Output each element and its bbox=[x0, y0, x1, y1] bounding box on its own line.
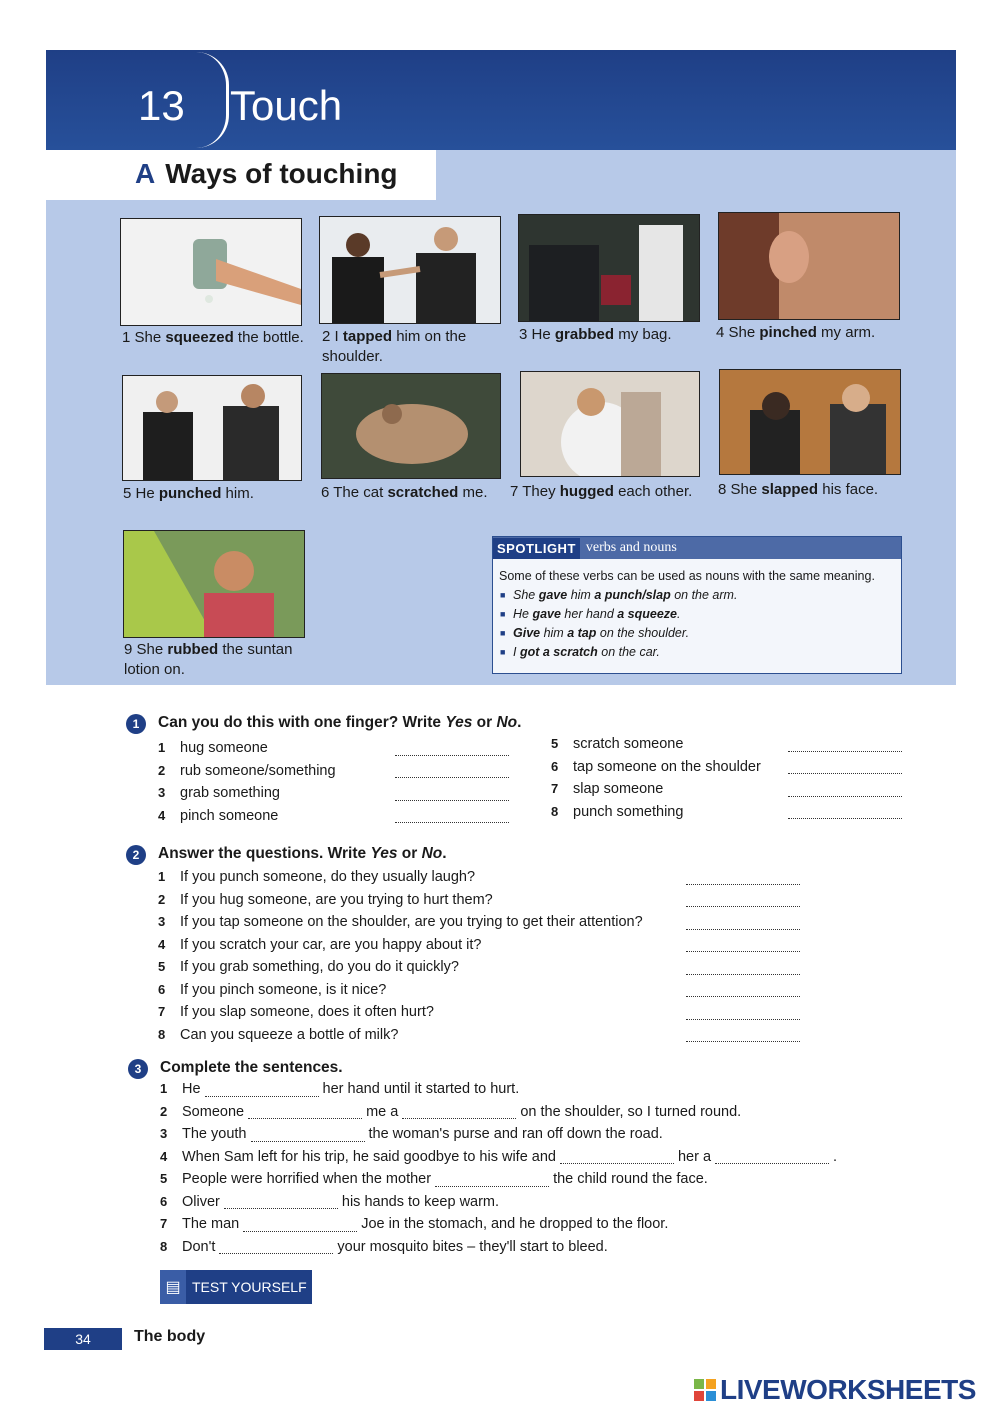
answer-field-1-8[interactable] bbox=[788, 804, 902, 819]
answer-field-2-6[interactable] bbox=[686, 982, 800, 997]
answer-field-1-7[interactable] bbox=[788, 782, 902, 797]
exercise-1-left-list bbox=[158, 737, 518, 827]
answer-field-1-4[interactable] bbox=[395, 808, 509, 823]
answer-field-2-1[interactable] bbox=[686, 870, 800, 885]
answer-field-1-3[interactable] bbox=[395, 786, 509, 801]
exercise-2-list bbox=[158, 866, 818, 1046]
gap-field-3-3a[interactable] bbox=[251, 1127, 365, 1142]
photo-grab bbox=[518, 214, 700, 322]
gap-field-3-5a[interactable] bbox=[435, 1172, 549, 1187]
photo-scratch bbox=[321, 373, 501, 479]
spotlight-example: ■ I got a scratch on the car. bbox=[513, 643, 895, 662]
caption-2: 2 I tapped him on the shoulder. bbox=[322, 328, 467, 365]
photo-tap bbox=[319, 216, 501, 324]
gap-field-3-7a[interactable] bbox=[243, 1217, 357, 1232]
answer-field-1-5[interactable] bbox=[788, 737, 902, 752]
list-item: 3 If you tap someone on the shoulder, are you trying to get their attention? bbox=[158, 911, 818, 934]
photo-pinch bbox=[718, 212, 900, 320]
gap-field-3-4a[interactable] bbox=[560, 1149, 674, 1164]
list-item: 7 The man Joe in the stomach, and he dropped to the floor. bbox=[160, 1216, 669, 1232]
liveworksheets-logo-text: LIVEWORKSHEETS bbox=[720, 1374, 976, 1405]
exercise-3-heading: Complete the sentences. bbox=[160, 1059, 343, 1076]
list-item: 6 tap someone on the shoulder bbox=[551, 756, 911, 779]
test-yourself-label: TEST YOURSELF bbox=[192, 1279, 307, 1295]
caption-9: 9 She rubbed the suntan lotion on. bbox=[124, 641, 293, 678]
list-item: 7 If you slap someone, does it often hurt? bbox=[158, 1001, 818, 1024]
exercise-1-heading: Can you do this with one finger? Write Yes or No. bbox=[158, 714, 522, 731]
answer-field-2-8[interactable] bbox=[686, 1027, 800, 1042]
spotlight-header bbox=[493, 537, 901, 559]
list-item: 5 scratch someone bbox=[551, 733, 911, 756]
list-item: 8 Don't your mosquito bites – they'll start to bleed. bbox=[160, 1238, 608, 1255]
spotlight-example: ■ She gave him a punch/slap on the arm. bbox=[513, 586, 895, 605]
list-item: 4 If you scratch your car, are you happy about it? bbox=[158, 934, 818, 957]
caption-6: 6 The cat scratched me. bbox=[321, 484, 488, 501]
caption-1: 1 She squeezed the bottle. bbox=[122, 329, 304, 346]
list-item: 5 If you grab something, do you do it quickly? bbox=[158, 956, 818, 979]
list-item: 3 The youth the woman's purse and ran off down the road. bbox=[160, 1126, 663, 1142]
answer-field-1-1[interactable] bbox=[395, 741, 509, 756]
gap-field-3-2a[interactable] bbox=[248, 1104, 362, 1119]
caption-7: 7 They hugged each other. bbox=[510, 483, 693, 500]
caption-3: 3 He grabbed my bag. bbox=[519, 326, 672, 343]
section-letter: A bbox=[135, 158, 156, 189]
list-item: 1 He her hand until it started to hurt. bbox=[160, 1081, 520, 1097]
photo-hug bbox=[520, 371, 700, 477]
list-item: 4 When Sam left for his trip, he said goodbye to his wife and her a . bbox=[160, 1148, 838, 1165]
exercise-1-number: 1 bbox=[126, 714, 146, 734]
page-number: 34 bbox=[44, 1328, 122, 1350]
spotlight-example: ■ He gave her hand a squeeze. bbox=[513, 605, 895, 624]
gap-field-3-8a[interactable] bbox=[219, 1239, 333, 1254]
list-item: 5 People were horrified when the mother the child round the face. bbox=[160, 1171, 708, 1187]
exercise-3-list bbox=[160, 1078, 920, 1258]
exercise-1-right-list bbox=[551, 733, 911, 823]
list-item: 3 grab something bbox=[158, 782, 518, 805]
page-section-label: The body bbox=[134, 1328, 206, 1345]
photo-slap bbox=[719, 369, 901, 475]
list-item: 1 hug someone bbox=[158, 737, 518, 760]
caption-8: 8 She slapped his face. bbox=[718, 481, 879, 498]
unit-number: 13 bbox=[138, 82, 185, 129]
photo-rub bbox=[123, 530, 305, 638]
unit-title: Touch bbox=[230, 82, 343, 129]
list-item: 4 pinch someone bbox=[158, 805, 518, 828]
list-item: 8 punch something bbox=[551, 801, 911, 824]
list-item: 6 Oliver his hands to keep warm. bbox=[160, 1193, 500, 1210]
answer-field-1-2[interactable] bbox=[395, 763, 509, 778]
list-item: 1 If you punch someone, do they usually laugh? bbox=[158, 866, 818, 889]
answer-field-2-5[interactable] bbox=[686, 960, 800, 975]
answer-field-2-2[interactable] bbox=[686, 892, 800, 907]
answer-field-2-7[interactable] bbox=[686, 1005, 800, 1020]
list-item: 2 If you hug someone, are you trying to hurt them? bbox=[158, 889, 818, 912]
exercise-3-number: 3 bbox=[128, 1059, 148, 1079]
spotlight-box bbox=[492, 536, 902, 674]
list-item: 2 rub someone/something bbox=[158, 760, 518, 783]
answer-field-1-6[interactable] bbox=[788, 759, 902, 774]
spotlight-subtitle: verbs and nouns bbox=[585, 540, 677, 555]
gap-field-3-2b[interactable] bbox=[402, 1104, 516, 1119]
answer-field-2-4[interactable] bbox=[686, 937, 800, 952]
caption-5: 5 He punched him. bbox=[123, 485, 254, 502]
liveworksheets-logo-icon bbox=[694, 1379, 716, 1401]
liveworksheets-logo bbox=[694, 1374, 976, 1406]
caption-4: 4 She pinched my arm. bbox=[716, 324, 876, 341]
spotlight-tag: SPOTLIGHT bbox=[493, 538, 580, 559]
gap-field-3-4b[interactable] bbox=[715, 1149, 829, 1164]
notebook-icon: ▤ bbox=[160, 1270, 186, 1304]
section-title bbox=[135, 158, 398, 190]
list-item: 7 slap someone bbox=[551, 778, 911, 801]
spotlight-example: ■ Give him a tap on the shoulder. bbox=[513, 624, 895, 643]
list-item: 2 Someone me a on the shoulder, so I turned round. bbox=[160, 1103, 742, 1120]
exercise-2-number: 2 bbox=[126, 845, 146, 865]
photo-squeeze bbox=[120, 218, 302, 326]
list-item: 8 Can you squeeze a bottle of milk? bbox=[158, 1024, 818, 1047]
spotlight-intro: Some of these verbs can be used as nouns with the same meaning. bbox=[499, 569, 875, 583]
photo-punch bbox=[122, 375, 302, 481]
list-item: 6 If you pinch someone, is it nice? bbox=[158, 979, 818, 1002]
gap-field-3-1a[interactable] bbox=[205, 1082, 319, 1097]
answer-field-2-3[interactable] bbox=[686, 915, 800, 930]
gap-field-3-6a[interactable] bbox=[224, 1194, 338, 1209]
section-title-text: Ways of touching bbox=[165, 158, 398, 189]
exercise-2-heading: Answer the questions. Write Yes or No. bbox=[158, 845, 447, 862]
test-yourself-button[interactable] bbox=[160, 1270, 312, 1304]
